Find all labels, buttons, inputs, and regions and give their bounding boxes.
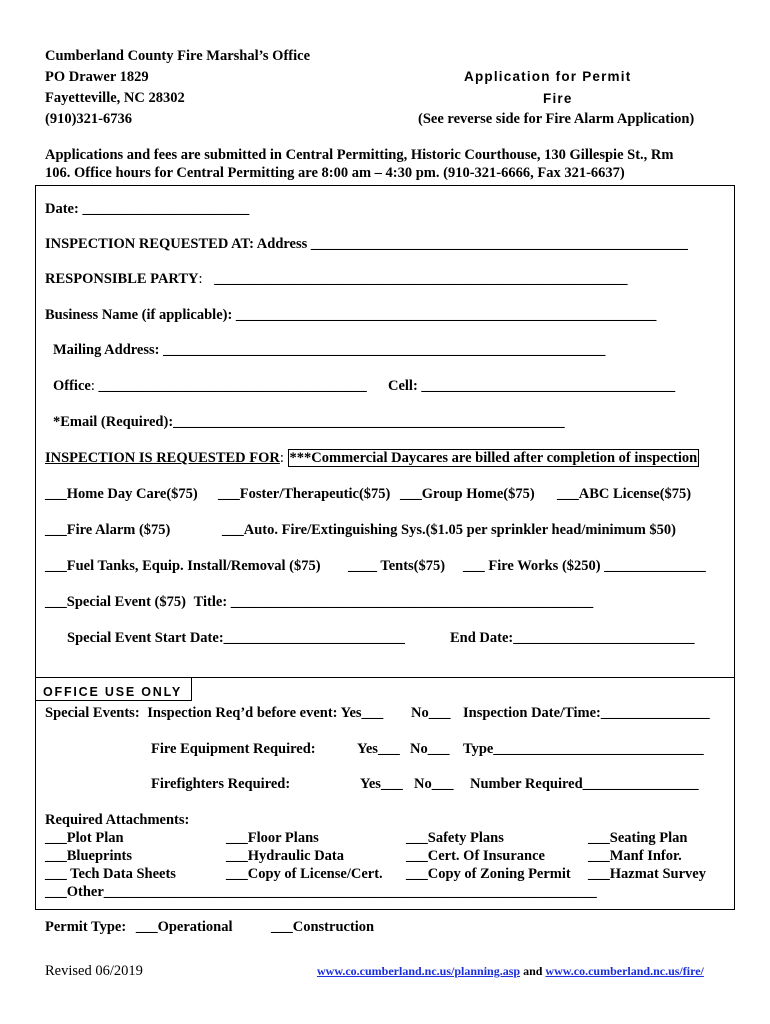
end-date-field[interactable]: _________________________ (513, 630, 695, 646)
cell-row (388, 377, 675, 395)
attachment-checkbox[interactable]: ___ (588, 848, 610, 864)
attachment-label: Copy of License/Cert. (247, 866, 383, 882)
attachment-label: Manf Infor. (609, 848, 682, 864)
attachment-checkbox[interactable]: ___ (226, 848, 248, 864)
attachment-checkbox[interactable]: ___ (226, 866, 248, 882)
permit-type-label: Permit Type: (45, 919, 127, 935)
firefighters-no-label: No (414, 776, 432, 792)
attachments-heading: Required Attachments: (45, 812, 190, 828)
office-city: Fayetteville, NC 28302 (45, 90, 185, 106)
home-day-care-label: Home Day Care($75) (66, 486, 198, 502)
mailing-address-field[interactable]: _____________________________________________________________ (163, 342, 606, 358)
event-title-field[interactable]: __________________________________________________ (230, 594, 594, 610)
attachment-item (45, 847, 132, 865)
responsible-party-row: RESPONSIBLE PARTY: _________________________________________________________ (45, 271, 628, 287)
firefighters-yes-item (360, 775, 403, 793)
attachment-checkbox[interactable]: ___ (588, 830, 610, 846)
office-use-label: OFFICE USE ONLY (35, 677, 192, 701)
title-line2: Fire (543, 91, 573, 106)
operational-checkbox[interactable]: ___ (135, 919, 158, 935)
fuel-tanks-label: Fuel Tanks, Equip. Install/Removal ($75) (66, 558, 321, 574)
footer-and: and (523, 964, 543, 978)
start-date-item (67, 629, 405, 647)
attachment-label: Floor Plans (247, 830, 319, 846)
fire-works-label: Fire Works ($250) (488, 558, 601, 574)
fire-works-item (463, 557, 706, 575)
abc-label: ABC License($75) (578, 486, 692, 502)
title-label: Title: (193, 594, 228, 610)
fire-equipment-label: Fire Equipment Required: (151, 741, 316, 757)
business-name-row (45, 306, 656, 324)
attachment-item (406, 865, 571, 883)
planning-link[interactable]: www.co.cumberland.nc.us/planning.asp (317, 964, 521, 978)
type-label: Type (463, 741, 494, 757)
fuel-tanks-checkbox[interactable]: ___ (45, 558, 67, 574)
fire-works-checkbox[interactable]: ___ (463, 558, 485, 574)
abc-item (557, 485, 691, 503)
attachment-item (406, 847, 545, 865)
request-row-1 (45, 485, 198, 503)
inspection-req-no-label: No (411, 705, 429, 721)
responsible-party-label: RESPONSIBLE PARTY (45, 271, 199, 287)
number-required-item (470, 775, 699, 793)
group-home-checkbox[interactable]: ___ (400, 486, 422, 502)
other-checkbox[interactable]: ___ (45, 884, 67, 900)
foster-label: Foster/Therapeutic($75) (239, 486, 391, 502)
attachment-item (45, 829, 124, 847)
auto-fire-item (222, 521, 676, 539)
auto-fire-label: Auto. Fire/Extinguishing Sys.($1.05 per sprinkler head/minimum $50) (243, 522, 676, 538)
firefighters-no-field[interactable]: ___ (431, 776, 454, 792)
attachment-label: Hydraulic Data (247, 848, 345, 864)
inspection-date-item (463, 704, 710, 722)
attachment-label: Seating Plan (609, 830, 688, 846)
group-home-label: Group Home($75) (421, 486, 535, 502)
office-row: Office: _____________________________________ (53, 378, 367, 394)
construction-checkbox[interactable]: ___ (271, 919, 293, 935)
group-home-item (400, 485, 535, 503)
cell-field[interactable]: ___________________________________ (421, 378, 676, 394)
date-field[interactable]: _______________________ (82, 201, 250, 217)
number-required-field[interactable]: ________________ (582, 776, 699, 792)
attachment-label: Blueprints (66, 848, 133, 864)
attachment-checkbox[interactable]: ___ (406, 866, 428, 882)
attachment-item (45, 865, 176, 883)
inspection-at-label: INSPECTION REQUESTED AT: Address (45, 236, 308, 252)
attachment-checkbox[interactable]: ___ (45, 866, 67, 882)
construction-label: Construction (292, 919, 375, 935)
attachment-checkbox[interactable]: ___ (45, 848, 67, 864)
inspection-req-yes-field[interactable]: ___ (361, 705, 384, 721)
fire-alarm-checkbox[interactable]: ___ (45, 522, 67, 538)
permit-type-row (45, 918, 233, 936)
attachment-checkbox[interactable]: ___ (45, 830, 67, 846)
attachment-item (588, 847, 682, 865)
fire-alarm-item (45, 521, 170, 539)
address-field[interactable]: ____________________________________________________ (310, 236, 688, 252)
business-name-label: Business Name (if applicable): (45, 307, 233, 323)
intro-line1: Applications and fees are submitted in Central Permitting, Historic Courthouse, 130 Gillespie St., Rm (45, 147, 674, 163)
inspection-req-no-field[interactable]: ___ (428, 705, 451, 721)
office-name: Cumberland County Fire Marshal’s Office (45, 48, 311, 64)
business-name-field[interactable]: __________________________________________________________ (235, 307, 657, 323)
special-events-label: Special Events: (45, 705, 140, 721)
end-date-item (450, 629, 695, 647)
attachment-label: Tech Data Sheets (70, 866, 176, 882)
other-field[interactable]: ____________________________________________________________________ (103, 884, 597, 900)
operational-label: Operational (157, 919, 233, 935)
tents-checkbox[interactable]: ____ (348, 558, 377, 574)
inspection-at-row (45, 235, 688, 253)
tents-item (348, 557, 445, 575)
form-box (35, 185, 735, 910)
fire-equipment-no-label: No (410, 741, 428, 757)
title-line1: Application for Permit (464, 69, 632, 84)
cell-label: Cell: (388, 378, 418, 394)
start-date-field[interactable]: _________________________ (223, 630, 405, 646)
special-events-row (45, 704, 383, 722)
attachment-checkbox[interactable]: ___ (226, 830, 248, 846)
tents-label: Tents($75) (380, 558, 446, 574)
fire-equipment-yes-item (357, 740, 400, 758)
number-required-label: Number Required (470, 776, 583, 792)
auto-fire-checkbox[interactable]: ___ (222, 522, 244, 538)
foster-item (218, 485, 390, 503)
fire-alarm-label: Fire Alarm ($75) (66, 522, 171, 538)
daycare-note: ***Commercial Daycares are billed after completion of inspection (289, 450, 698, 466)
type-field[interactable]: _____________________________ (493, 741, 704, 757)
fire-equipment-yes-field[interactable]: ___ (377, 741, 400, 757)
fire-equipment-no-field[interactable]: ___ (427, 741, 450, 757)
abc-checkbox[interactable]: ___ (557, 486, 579, 502)
attachment-checkbox[interactable]: ___ (406, 848, 428, 864)
attachment-label: Copy of Zoning Permit (427, 866, 571, 882)
attachment-item (588, 865, 706, 883)
intro-line2: 106. Office hours for Central Permitting are 8:00 am – 4:30 pm. (910-321-6666, Fax 321-6637) (45, 165, 625, 181)
mailing-address-row (53, 341, 605, 359)
attachment-label: Plot Plan (66, 830, 124, 846)
type-item (463, 740, 704, 758)
firefighters-yes-field[interactable]: ___ (380, 776, 403, 792)
attachment-item (226, 847, 344, 865)
fire-works-field[interactable]: ______________ (604, 558, 706, 574)
firefighters-label: Firefighters Required: (151, 776, 291, 792)
fire-link[interactable]: www.co.cumberland.nc.us/fire/ (545, 964, 704, 978)
request-heading: INSPECTION IS REQUESTED FOR (45, 450, 280, 466)
start-date-label: Special Event Start Date: (67, 630, 224, 646)
firefighters-yes-label: Yes (360, 776, 381, 792)
other-row (45, 883, 597, 901)
attachment-checkbox[interactable]: ___ (406, 830, 428, 846)
responsible-party-field[interactable]: _________________________________________________________ (214, 271, 628, 287)
fire-equipment-no-item (410, 740, 449, 758)
fire-equipment-yes-label: Yes (357, 741, 378, 757)
construction-item (271, 918, 374, 936)
office-phone-label: Office (53, 378, 91, 394)
date-label: Date: (45, 201, 79, 217)
inspection-req-label: Inspection Req’d before event: Yes (147, 705, 362, 721)
date-row (45, 200, 249, 218)
request-heading-row: INSPECTION IS REQUESTED FOR: ***Commercial Daycares are billed after completion of inspection (45, 450, 698, 466)
office-phone-field[interactable]: _____________________________________ (98, 378, 367, 394)
email-row (53, 413, 565, 431)
end-date-label: End Date: (450, 630, 514, 646)
attachment-item (226, 829, 319, 847)
foster-checkbox[interactable]: ___ (218, 486, 240, 502)
attachment-label: Hazmat Survey (609, 866, 706, 882)
special-event-item (45, 593, 593, 611)
attachment-label: Safety Plans (427, 830, 504, 846)
fuel-tanks-item (45, 557, 321, 575)
mailing-address-label: Mailing Address: (53, 342, 160, 358)
office-po: PO Drawer 1829 (45, 69, 149, 85)
office-phone: (910)321-6736 (45, 111, 132, 127)
email-field[interactable]: ______________________________________________________ (173, 414, 565, 430)
inspection-req-no-item (411, 704, 450, 722)
inspection-date-label: Inspection Date/Time: (463, 705, 601, 721)
special-event-label: Special Event ($75) (66, 594, 186, 610)
home-day-care-checkbox[interactable]: ___ (45, 486, 67, 502)
inspection-date-field[interactable]: _______________ (600, 705, 710, 721)
revised-date: Revised 06/2019 (45, 963, 143, 979)
title-note: (See reverse side for Fire Alarm Application) (418, 111, 695, 127)
firefighters-no-item (414, 775, 453, 793)
attachment-item (406, 829, 504, 847)
email-label: *Email (Required): (53, 414, 174, 430)
other-label: Other (66, 884, 104, 900)
special-event-checkbox[interactable]: ___ (45, 594, 67, 610)
attachment-checkbox[interactable]: ___ (588, 866, 610, 882)
attachment-label: Cert. Of Insurance (427, 848, 545, 864)
footer-links (317, 962, 704, 980)
attachment-item (226, 865, 383, 883)
attachment-item (588, 829, 688, 847)
